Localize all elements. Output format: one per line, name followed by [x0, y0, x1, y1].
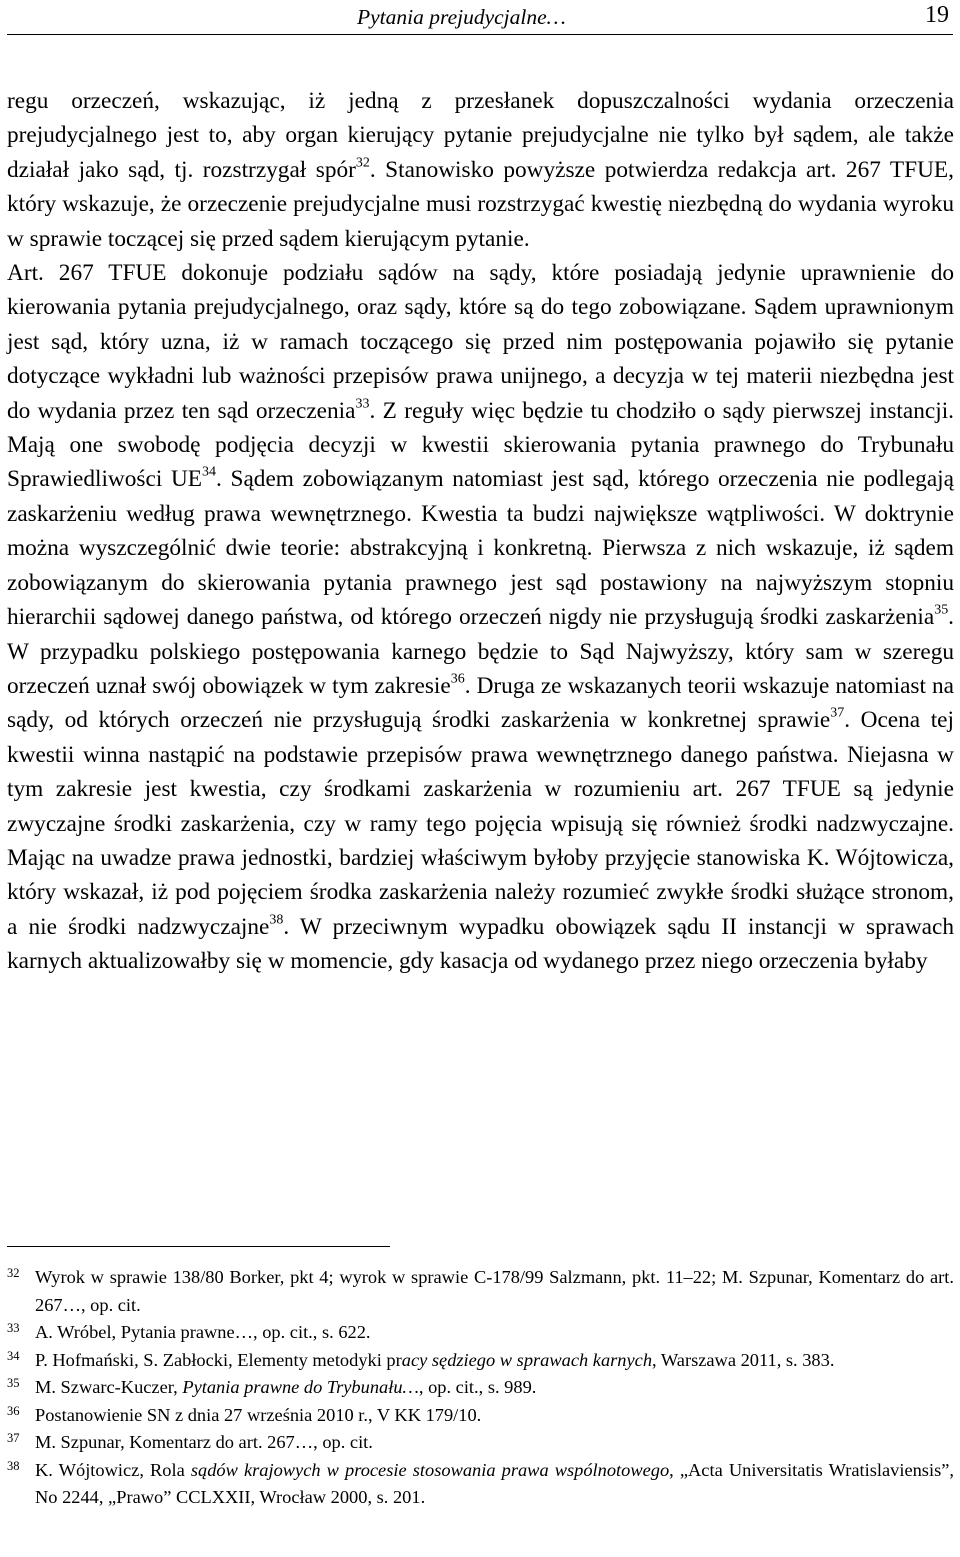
footnote-text: K. Wójtowicz, Rola: [35, 1459, 191, 1480]
footnote-text: P. Hofmański, S. Zabłocki, Elementy metodyki pr: [35, 1349, 402, 1370]
footnote-ref[interactable]: 37: [830, 705, 845, 721]
footnote-text: , Warszawa 2011, s. 383.: [652, 1349, 835, 1370]
footnote-number: 35: [7, 1376, 20, 1390]
text-run: . Ocena tej kwestii winna nastąpić na podstawie przepisów prawa wewnętrznego danego państwa. Niejasna w tym zakresie jest kwestia, czy środkami zaskarżenia w rozumieniu art. 267 TFUE są jedynie zwyczajne środki zaskarżenia, czy w ramy tego pojęcia wpisują się również środki nadzwyczajne. Mając na uwadze prawa jednostki, bardziej właściwym byłoby przyjęcie stanowiska K. Wójtowicza, który wskazał, iż pod pojęciem środka zaskarżenia należy rozumieć zwykłe środki służące stronom, a nie środki nadzwyczajne: [7, 707, 954, 940]
footnote-number: 33: [7, 1321, 20, 1335]
footnote: [7, 1457, 954, 1512]
text-run: regu orzeczeń, wskazując, iż jedną z przesłanek dopuszczalności wydania orzeczenia prejudycjalnego jest to, aby organ kierujący pytanie prejudycjalne nie tylko był sądem, ale także działał jako sąd, tj. rozstrzygał spór: [7, 88, 954, 183]
footnote-ref[interactable]: 38: [269, 912, 284, 928]
text-run: . Stanowisko powyższe potwierdza redakcja art. 267 TFUE, który wskazuje, że orzeczenie prejudycjalne musi rozstrzygać kwestię niezbędną do wydania wyroku w sprawie toczącej się przed sądem kierującym pytanie.: [7, 156, 954, 252]
footnote-number: 37: [7, 1431, 20, 1445]
footnote-number: 34: [7, 1348, 20, 1363]
footnote: [7, 1264, 954, 1319]
footnote-number: 32: [7, 1266, 20, 1280]
paragraph: [7, 84, 954, 256]
footnote: [7, 1402, 954, 1430]
footnote-text: , „Acta Universitatis Wratislaviensis”, No 2244, „Prawo” CCLXXII, Wrocław 2000, s. 201.: [35, 1459, 954, 1507]
page-header: [7, 0, 953, 35]
footnote-ref[interactable]: 33: [355, 396, 370, 412]
footnote-text: , op. cit., s. 989.: [418, 1377, 537, 1397]
footnote-ref[interactable]: 34: [202, 464, 216, 480]
footnote: [7, 1347, 954, 1375]
footnote: [7, 1429, 954, 1457]
footnote-separator: [7, 1246, 390, 1247]
footnote-italic: acy sędziego w sprawach karnych: [401, 1349, 653, 1370]
text-run: . Druga ze wskazanych teorii wskazuje natomiast na sądy, od których orzeczeń nie przysługują środki zaskarżenia w konkretnej sprawie: [7, 672, 954, 734]
text-run: Art. 267 TFUE dokonuje podziału sądów na sądy, które posiadają jedynie uprawnienie do kierowania pytania prejudycjalnego, oraz sądy, które są do tego zobowiązane. Sądem uprawnionym jest sąd, który uzna, iż w ramach toczącego się przed nim postępowania pojawiło się pytanie dotyczące wykładni lub ważności przepisów prawa unijnego, a decyzja w tej materii niezbędna jest do wydania przez ten sąd orzeczenia: [7, 260, 954, 424]
footnote-italic: sądów krajowych w procesie stosowania prawa wspólnotowego: [190, 1459, 670, 1480]
paragraph: [7, 256, 954, 979]
footnote-ref[interactable]: 36: [450, 671, 465, 687]
text-run: . W przeciwnym wypadku obowiązek sądu II instancji w sprawach karnych aktualizowałby się w momencie, gdy kasacja od wydanego przez niego orzeczenia byłaby: [7, 913, 955, 975]
footnote: [7, 1319, 954, 1347]
footnote-number: 36: [7, 1403, 20, 1418]
footnote-text: M. Szpunar, Komentarz do art. 267…, op. cit.: [35, 1432, 373, 1452]
footnote-ref[interactable]: 32: [355, 155, 370, 171]
footnote-ref[interactable]: 35: [934, 602, 949, 618]
footnote-text: Postanowienie SN z dnia 27 września 2010 r., V KK 179/10.: [35, 1404, 482, 1425]
footnote-number: 38: [7, 1458, 20, 1473]
text-run: . Sądem zobowiązanym natomiast jest sąd, którego orzeczenia nie podlegają zaskarżeniu według prawa wewnętrznego. Kwestia ta budzi największe wątpliwości. W doktrynie można wyszczególnić dwie teorie: abstrakcyjną i konkretną. Pierwsza z nich wskazuje, iż sądem zobowiązanym do skierowania pytania prawnego jest sąd postawiony na najwyższym stopniu hierarchii sądowej danego państwa, od którego orzeczeń nigdy nie przysługują środki zaskarżenia: [7, 466, 954, 631]
footnote: [7, 1374, 954, 1402]
footnote-italic: Pytania prawne do Trybunału…: [182, 1377, 419, 1397]
text-run: . W przypadku polskiego postępowania karnego będzie to Sąd Najwyższy, który sam w szeregu orzeczeń uznał swój obowiązek w tym zakresie: [7, 604, 954, 699]
footnote-text: Wyrok w sprawie 138/80 Borker, pkt 4; wyrok w sprawie C-178/99 Salzmann, pkt. 11–22; M. Szpunar, Komentarz do art. 267…, op. cit.: [35, 1267, 954, 1315]
page-number: 19: [925, 2, 949, 28]
footnote-text: M. Szwarc-Kuczer,: [35, 1377, 183, 1397]
footnote-text: A. Wróbel, Pytania prawne…, op. cit., s. 622.: [35, 1322, 371, 1342]
running-title: Pytania prejudycjalne…: [357, 5, 566, 29]
text-run: . Z reguły więc będzie tu chodziło o sądy pierwszej instancji. Mają one swobodę podjęcia decyzji w kwestii skierowania pytania prawnego do Trybunału Sprawiedliwości UE: [7, 397, 954, 493]
main-text: [7, 84, 954, 979]
footnotes: [7, 1264, 954, 1512]
